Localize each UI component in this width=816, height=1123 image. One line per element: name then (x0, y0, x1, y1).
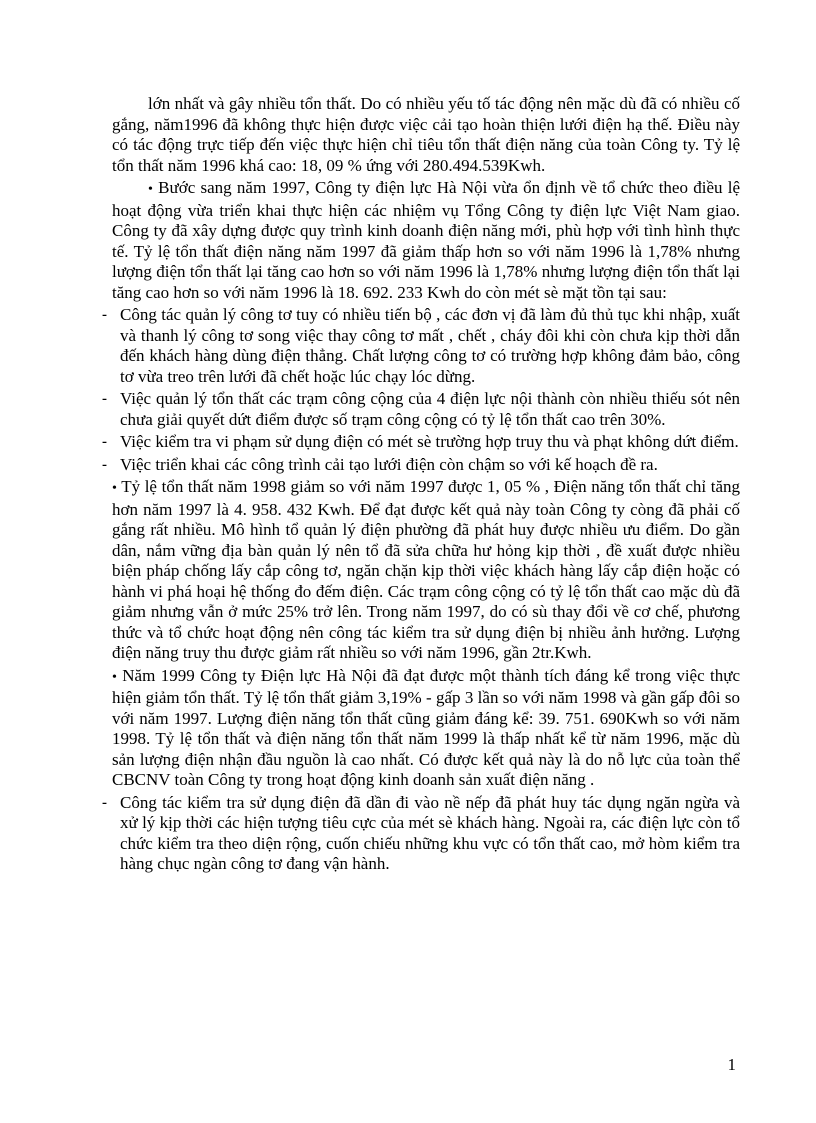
dash-item-text: Công tác quản lý công tơ tuy có nhiều tiến bộ , các đơn vị đã làm đủ thủ tục khi nhập, xuất và thanh lý công tơ song việc thay công tơ mất , chết , cháy đôi khi còn chưa kịp thời dẫn đến khách hàng dùng điện thẳng. Chất lượng công tơ có trường hợp không đảm bảo, công tơ vừa treo trên lưới đã chết hoặc lúc chạy lóc dừng. (120, 305, 740, 386)
dash-item-text: Việc kiểm tra vi phạm sử dụng điện có mét sè trường hợp truy thu và phạt không dứt điểm. (120, 432, 739, 451)
dash-item-violation-check (102, 432, 740, 453)
dash-bullet: - (102, 434, 107, 450)
bullet-dot: • (112, 481, 117, 496)
bullet-dot: • (148, 182, 153, 197)
bullet-dot: • (112, 669, 117, 685)
document-page (102, 94, 741, 877)
dash-item-public-stations (102, 389, 740, 430)
dash-bullet: - (102, 456, 107, 473)
paragraph-1998 (112, 477, 740, 664)
dash-item-text: Công tác kiểm tra sử dụng điện đã dần đi vào nề nếp đã phát huy tác dụng ngăn ngừa và xử lý kịp thời các hiện tượng tiêu cực của mét sè khách hàng. Ngoài ra, các điện lực còn tổ chức kiểm tra theo diện rộng, cuốn chiếu những khu vực có tổn thất cao, mở hòm kiểm tra hàng chục ngàn công tơ đang vận hành. (120, 792, 740, 873)
dash-bullet: - (102, 794, 107, 811)
page-number: 1 (727, 1055, 736, 1074)
dash-item-text: Việc triển khai các công trình cải tạo lưới điện còn chậm so với kế hoạch đề ra. (120, 454, 658, 474)
paragraph-intro: lớn nhất và gây nhiều tổn thất. Do có nhiều yếu tố tác động nên mặc dù đã có nhiều cố gắng, năm1996 đã không thực hiện được việc cải tạo hoàn thiện lưới điện hạ thế. Điều này có tác động trực tiếp đến việc thực hiện chỉ tiêu tổn thất điện năng của toàn Công ty. Tỷ lệ tổn thất năm 1996 khá cao: 18, 09 % ứng với 280.494.539Kwh. (112, 94, 740, 175)
paragraph-1998-text: Tỷ lệ tổn thất năm 1998 giảm so với năm 1997 được 1, 05 % , Điện năng tổn thất chỉ tăng hơn năm 1997 là 4. 958. 432 Kwh. Để đạt được kết quả này toàn Công ty còng đã phải cố gắng rất nhiều. Mô hình tổ quản lý điện phường đã phát huy được nhiều ưu điểm. Do gần dân, nắm vững địa bàn quản lý nên tổ đã sửa chữa hư hỏng kịp thời , đề xuất được nhiều biện pháp chống lấy cắp công tơ, ngăn chặn kịp thời việc khách hàng lấy cắp điện hoặc có hành vi phá hoại hệ thống đo đếm điện. Các trạm công cộng có tỷ lệ tổn thất cao mặc dù đã giảm nhưng vẫn ở mức 25% trở lên. Trong năm 1997, do có sù thay đổi về cơ chế, phương thức và tổ chức hoạt động nên công tác kiểm tra sử dụng điện bị nhiều ảnh hưởng. Lượng điện năng truy thu được giảm rất nhiều so với năm 1996, gần 2tr.Kwh. (112, 477, 740, 662)
dash-item-grid-renovation (102, 454, 740, 476)
dash-item-text: Việc quản lý tổn thất các trạm công cộng của 4 điện lực nội thành còn nhiều thiếu sót nên chưa giải quyết dứt điểm được số trạm công cộng có tỷ lệ tổn thất cao trên 30%. (120, 389, 740, 429)
paragraph-1999 (112, 666, 740, 791)
paragraph-1999-text: Năm 1999 Công ty Điện lực Hà Nội đã đạt được một thành tích đáng kể trong việc thực hiện giảm tổn thất. Tỷ lệ tổn thất giảm 3,19% - gấp 3 lần so với năm 1998 và gần gấp đôi so với năm 1997. Lượng điện năng tổn thất cũng giảm đáng kể: 39. 751. 690Kwh so với năm 1998. Tỷ lệ tổn thất và điện năng tổn thất năm 1999 là thấp nhất kể từ năm 1996, mặc dù sản lượng điện nhận đầu nguồn là cao nhất. Có được kết quả này là do nỗ lực của toàn thể CBCNV toàn Công ty trong hoạt động kinh doanh sản xuất điện năng . (112, 665, 741, 789)
dash-item-meter-management (102, 305, 740, 387)
dash-bullet: - (102, 307, 107, 323)
paragraph-1997 (112, 178, 740, 303)
paragraph-1997-text: Bước sang năm 1997, Công ty điện lực Hà Nội vừa ổn định về tổ chức theo điều lệ hoạt động vừa triển khai thực hiện các nhiệm vụ Tổng Công ty điện lực Việt Nam giao. Công ty đã xây dựng được quy trình kinh doanh điện năng mới, phù hợp với tình hình thực tế. Tỷ lệ tổn thất điện năng năm 1997 đã giảm thấp hơn so với năm 1996 là 1,78% nhưng lượng điện tổn thất lại tăng cao hơn so với năm 1996 là 1,78% nhưng lượng điện tổn thất lại tăng cao hơn so với năm 1996 là 18. 692. 233 Kwh do còn mét sè mặt tồn tại sau: (112, 178, 741, 302)
dash-item-inspection (102, 792, 740, 875)
dash-bullet: - (102, 391, 107, 407)
